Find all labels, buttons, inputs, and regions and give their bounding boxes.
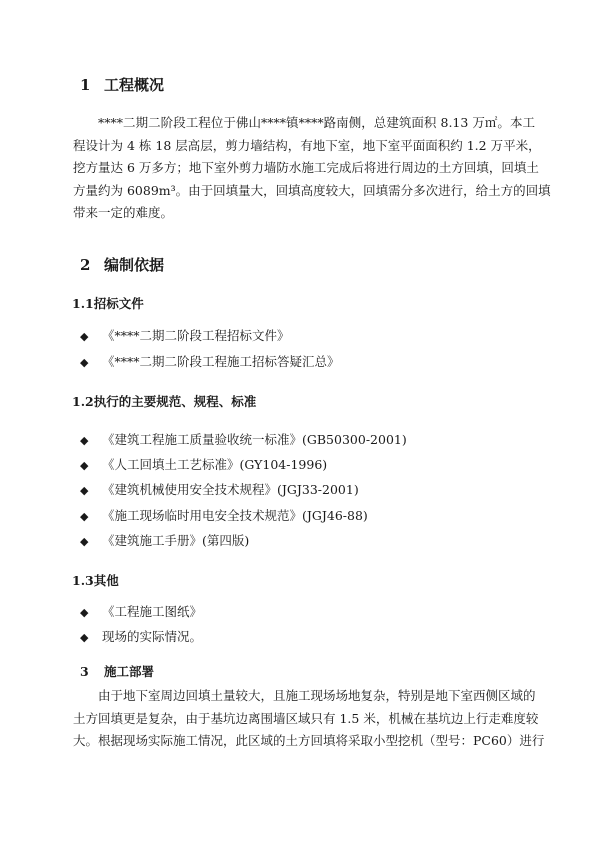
paragraph-line: 带来一定的难度。 xyxy=(73,205,174,220)
diamond-bullet-icon: ◆ xyxy=(80,434,89,447)
subsection-1-1-title: 1.1招标文件 xyxy=(72,296,144,311)
paragraph-line: ****二期二阶段工程位于佛山****镇****路南侧，总建筑面积 8.13 万㎡。本工 xyxy=(98,115,535,130)
diamond-bullet-icon: ◆ xyxy=(80,510,89,523)
list-item: ◆ 《****二期二阶段工程施工招标答疑汇总》 xyxy=(80,354,340,369)
paragraph-line: 方量约为 6089m³。由于回填量大，回填高度较大，回填需分多次进行，给土方的回填 xyxy=(73,182,551,198)
section-3-heading xyxy=(80,662,154,680)
section-1-title: 工程概况 xyxy=(104,76,165,94)
list-item: ◆ 《建筑施工手册》(第四版) xyxy=(80,533,250,548)
list-item: ◆ 《工程施工图纸》 xyxy=(80,604,203,619)
diamond-bullet-icon: ◆ xyxy=(80,330,89,343)
paragraph-line: 程设计为 4 栋 18 层高层，剪力墙结构，有地下室，地下室平面面积约 1.2 万平米， xyxy=(73,137,541,153)
list-item: ◆ 《建筑机械使用安全技术规程》(JGJ33-2001) xyxy=(80,482,359,497)
section-1-heading xyxy=(80,74,164,95)
list-item: ◆ 《****二期二阶段工程招标文件》 xyxy=(80,328,290,343)
section-2-heading xyxy=(80,254,164,275)
list-item: ◆ 《施工现场临时用电安全技术规范》(JGJ46-88) xyxy=(80,508,368,523)
diamond-bullet-icon: ◆ xyxy=(80,606,89,619)
section-2-number: 2 xyxy=(80,256,91,274)
paragraph-line: 挖方量达 6 万多方；地下室外剪力墙防水施工完成后将进行周边的土方回填，回填土 xyxy=(73,160,539,175)
subsection-1-3-title: 1.3其他 xyxy=(72,573,119,588)
paragraph-line: 大。根据现场实际施工情况，此区域的土方回填将采取小型挖机（型号：PC60）进行 xyxy=(73,733,545,748)
diamond-bullet-icon: ◆ xyxy=(80,535,89,548)
diamond-bullet-icon: ◆ xyxy=(80,484,89,497)
section-1-number: 1 xyxy=(80,76,91,94)
section-1-paragraph xyxy=(73,112,551,225)
section-2-title: 编制依据 xyxy=(104,256,165,274)
list-item: ◆ 现场的实际情况。 xyxy=(80,629,203,644)
section-3-title: 施工部署 xyxy=(104,664,155,679)
paragraph-line: 由于地下室周边回填土量较大，且施工现场场地复杂，特别是地下室西侧区域的 xyxy=(98,688,536,703)
section-3-paragraph xyxy=(73,685,545,753)
diamond-bullet-icon: ◆ xyxy=(80,631,89,644)
list-item: ◆ 《人工回填土工艺标准》(GY104-1996) xyxy=(80,457,328,472)
subsection-1-2-title: 1.2执行的主要规范、规程、标准 xyxy=(72,394,257,409)
paragraph-line: 土方回填更是复杂，由于基坑边离围墙区域只有 1.5 米，机械在基坑边上行走难度较 xyxy=(73,710,539,726)
diamond-bullet-icon: ◆ xyxy=(80,356,89,369)
list-item: ◆ 《建筑工程施工质量验收统一标准》(GB50300-2001) xyxy=(80,432,407,447)
section-3-number: 3 xyxy=(80,664,89,679)
diamond-bullet-icon: ◆ xyxy=(80,459,89,472)
